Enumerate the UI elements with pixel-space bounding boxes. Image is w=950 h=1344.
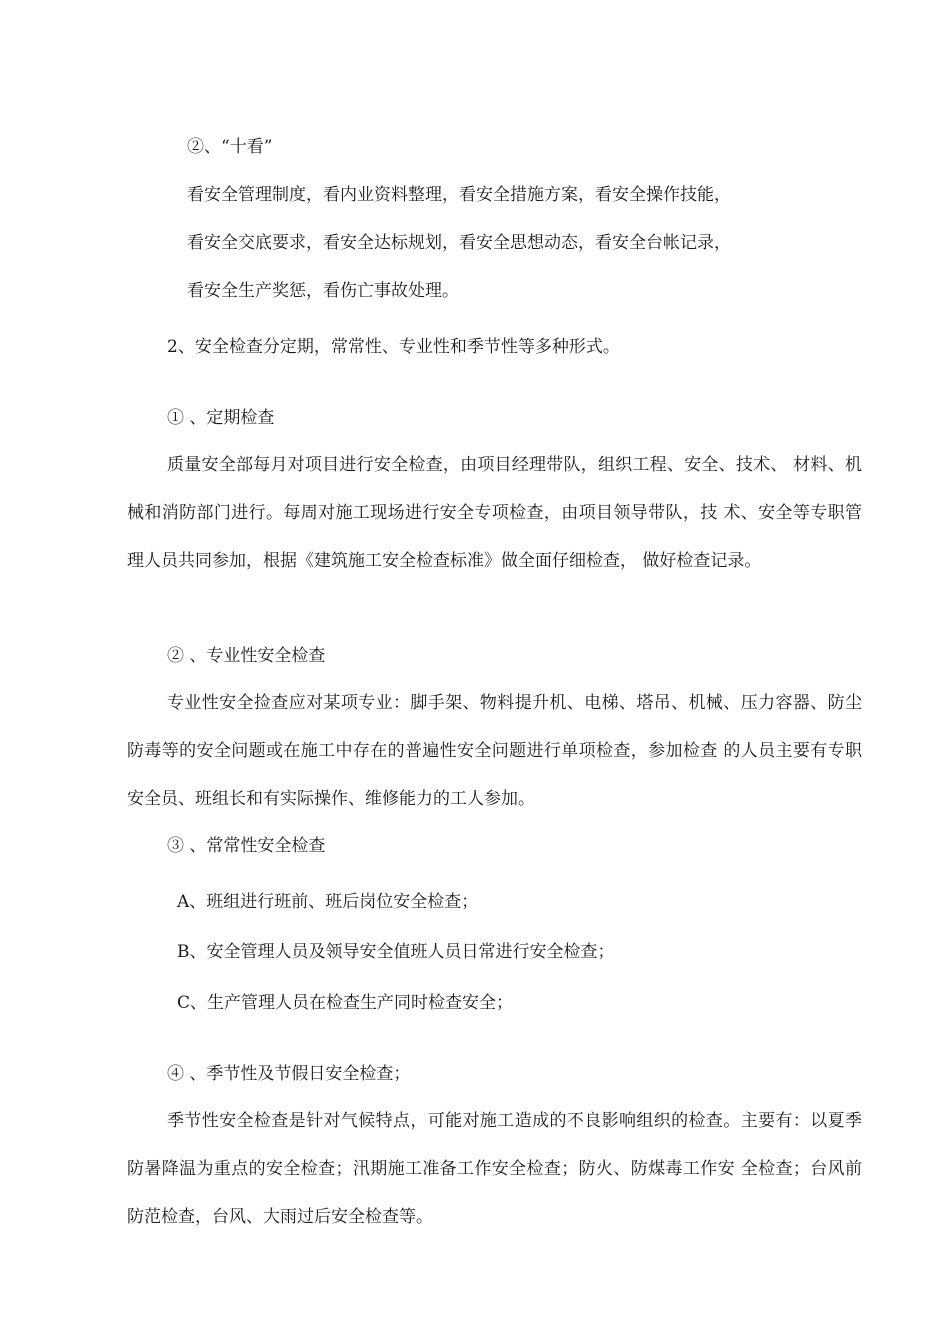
item-2-heading: 2、安全检查分定期，常常性、专业性和季节性等多种形式。 bbox=[167, 337, 620, 357]
shikan-line-2: 看安全交底要求，看安全达标规划，看安全思想动态，看安全台帐记录， bbox=[187, 233, 731, 253]
s3-item-b: B、安全管理人员及领导安全值班人员日常进行安全检查； bbox=[177, 942, 615, 962]
s3-heading: ③ 、常常性安全检查 bbox=[167, 836, 326, 856]
s2-heading: ② 、专业性安全检查 bbox=[167, 646, 326, 666]
s2-body: 专业性安全捡查应对某项专业：脚手架、物料提升机、电梯、塔吊、机械、压力容器、防尘防毒等的安全问题或在施工中存在的普遍性安全问题进行单项检查，参加检查 的人员主要有专职安全员、班组长和有实际操作、维修能力的工人参加。 bbox=[127, 693, 862, 809]
s1-heading: ① 、定期检查 bbox=[167, 408, 275, 428]
section-heading-shikan: ②、“十看” bbox=[187, 137, 273, 157]
s3-item-a: A、班组进行班前、班后岗位安全检查； bbox=[177, 892, 479, 912]
shikan-line-3: 看安全生产奖惩，看伤亡事故处理。 bbox=[187, 281, 459, 301]
s4-body: 季节性安全检查是针对气候特点，可能对施工造成的不良影响组织的检查。主要有：以夏季防暑降温为重点的安全检查；汛期施工准备工作安全检查；防火、防煤毒工作安 全检查；台风前防范检查，台风、大雨过后安全检查等。 bbox=[127, 1111, 862, 1227]
s4-heading: ④ 、季节性及节假日安全检查； bbox=[167, 1064, 411, 1084]
shikan-line-1: 看安全管理制度，看内业资料整理，看安全措施方案，看安全操作技能， bbox=[187, 185, 731, 205]
s3-item-c: C、生产管理人员在检查生产同时检查安全； bbox=[177, 993, 514, 1013]
s1-body: 质量安全部每月对项目进行安全检查，由项目经理带队，组织工程、安全、技术、 材料、机械和消防部门进行。每周对施工现场进行安全专项检查，由项目领导带队，技 术、安全等专职管理人员共同参加，根据《建筑施工安全检查标准》做全面仔细检查， 做好检查记录。 bbox=[127, 455, 862, 571]
